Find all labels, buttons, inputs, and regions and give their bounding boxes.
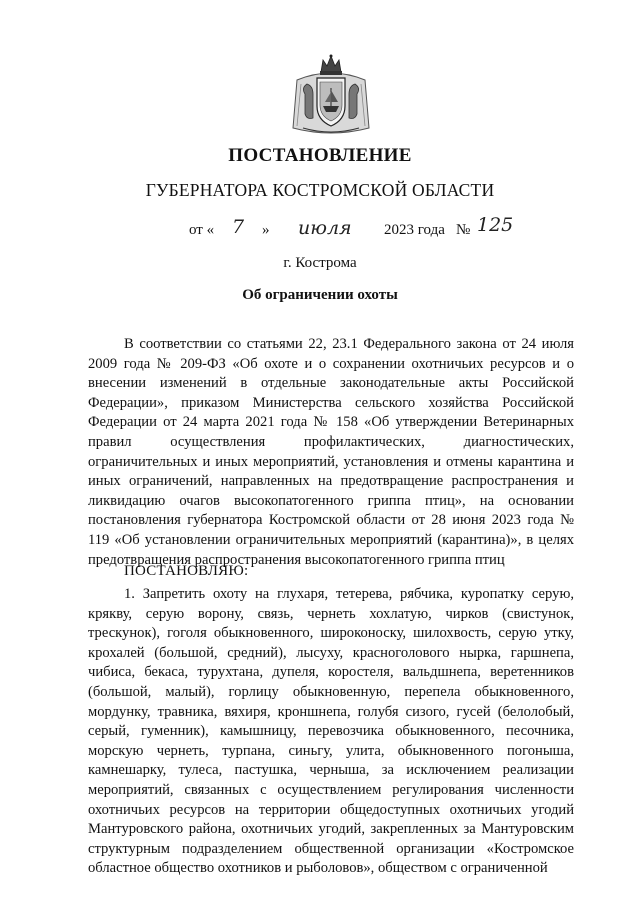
place-of-issue: г. Кострома xyxy=(283,255,357,271)
coat-of-arms-kostroma-icon xyxy=(287,54,375,138)
clause-1-paragraph: 1. Запретить охоту на глухаря, тетерева, рябчика, куропатку серую, крякву, серую ворону, связь, чернеть хохлатую, чирков (свистунок, трескунок), гоголя обыкновенного, широконоску, шилохвость, серую утку, крохалей (большой, средний), лысуху, красноголового нырка, гаршнепа, чибиса, бекаса, турухтана, дупеля, коростеля, вальдшнепа, веретенников (большой, малый), горлицу обыкновенную, перепела обыкновенного, мордунку, травника, вяхиря, кроншнепа, голубя сизого, гусей (белолобый, серый, гуменник), камышницу, перевозчика обыкновенного, песочника, морскую чернеть, турпана, синьгу, улита, обыкновенного погоныша, камнешарку, тулеса, пастушка, чернышa, за исключением реализации мероприятий, связанных с осуществлением регулирования численности охотничьих ресурсов на территории общедоступных охотничьих угодий Мантуровского района, охотничьих угодий, закрепленных за Мантуровским структурным подразделением общественной организации «Костромское областное общество охотников и рыболовов», обществом с ограниченной xyxy=(88,586,574,877)
date-month-handwritten: июля xyxy=(298,217,352,239)
date-day-handwritten: 7 xyxy=(232,216,245,238)
document-subject: Об ограничении охоты xyxy=(242,287,398,303)
date-year: 2023 года xyxy=(384,222,445,238)
document-number-sign: № xyxy=(456,222,471,238)
resolve-heading: ПОСТАНОВЛЯЮ: xyxy=(124,563,249,579)
document-number-handwritten: 125 xyxy=(477,214,514,236)
issuing-authority: ГУБЕРНАТОРА КОСТРОМСКОЙ ОБЛАСТИ xyxy=(145,180,495,200)
document-type-heading: ПОСТАНОВЛЕНИЕ xyxy=(228,145,412,166)
date-prefix: от « xyxy=(189,222,215,238)
preamble-paragraph: В соответствии со статьями 22, 23.1 Федерального закона от 24 июля 2009 года № 209-ФЗ «Об охоте и о сохранении охотничьих ресурсов и о внесении изменений в отдельные законодательные акты Российской Федерации», приказом Министерства сельского хозяйства Российской Федерации от 24 марта 2021 года № 158 «Об утверждении Ветеринарных правил осуществления профилактических, диагностических, ограничительных и иных мероприятий, установления и отмены карантина и иных ограничений, направленных на предотвращение распространения и ликвидацию очагов высокопатогенного гриппа птиц», на основании постановления губернатора Костромской области от 28 июня 2023 года № 119 «Об установлении ограничительных мероприятий (карантина)», в целях предотвращения распространения высокопатогенного гриппа птиц xyxy=(88,336,574,568)
date-day-close: » xyxy=(262,222,270,238)
